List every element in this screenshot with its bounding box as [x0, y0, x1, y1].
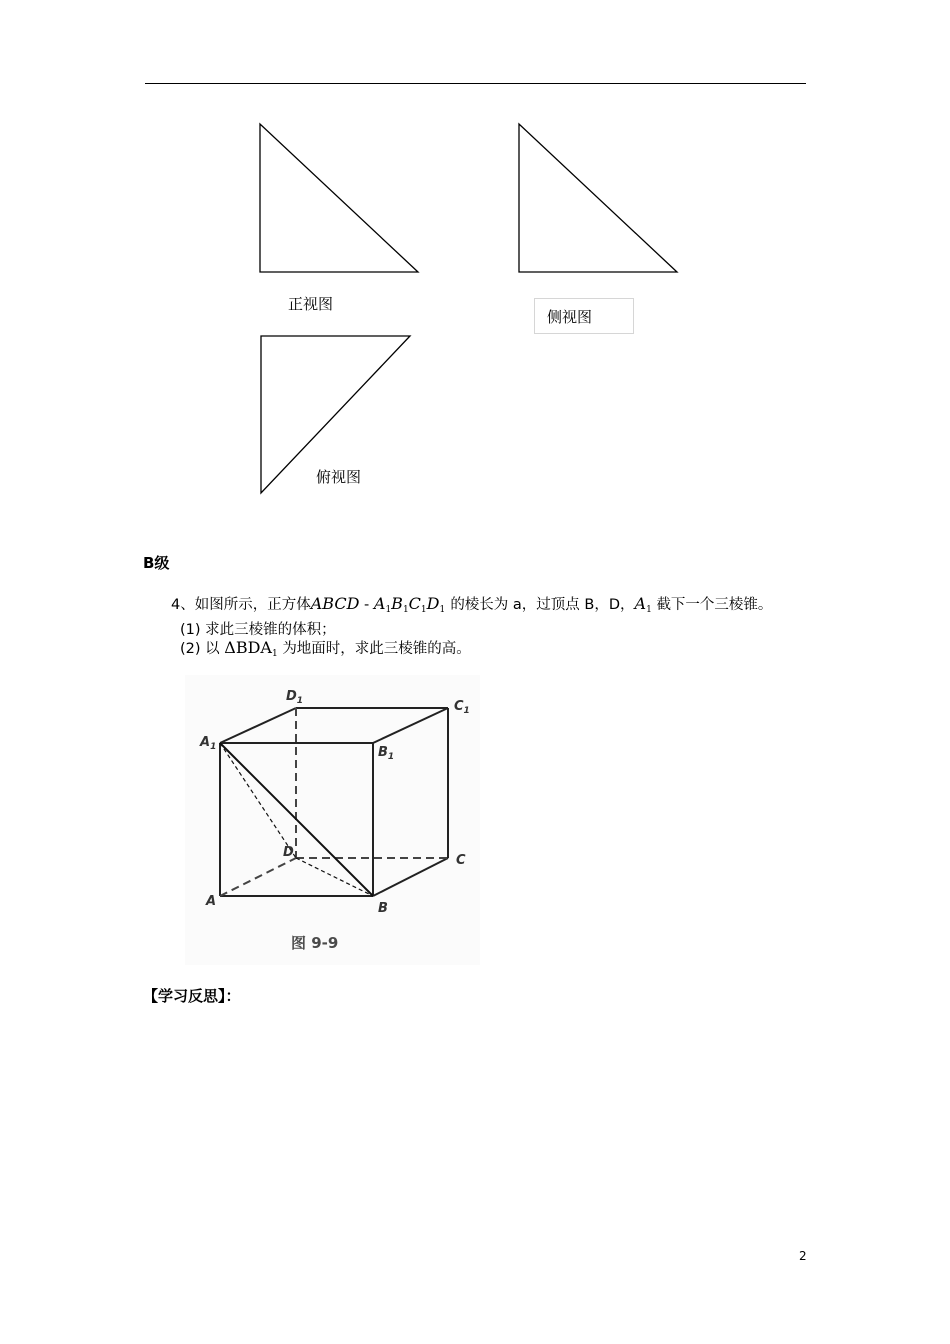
question-1: (1) 求此三棱锥的体积； [180, 622, 336, 638]
label-a1: $A_1$ [200, 735, 217, 752]
label-c1: $C_1$ [454, 699, 470, 716]
front-view-label: 正视图 [288, 295, 334, 313]
label-c: C [456, 853, 466, 868]
label-b1: $B_1$ [378, 745, 395, 762]
label-d: D [283, 845, 294, 860]
side-view-label: 侧视图 [547, 308, 593, 326]
problem-intro: 4、如图所示，正方体 [171, 597, 311, 613]
vertex-a1: $A_1$ [634, 594, 652, 615]
label-a: A [206, 894, 217, 909]
reflection-heading: 【学习反思】： [143, 987, 241, 1005]
cube-figure-background [185, 675, 480, 965]
q2-start: (2) 以 [180, 641, 220, 657]
q2-end: 为地面时，求此三棱锥的高。 [282, 641, 471, 657]
cube-name-abcd: ABCD [310, 594, 360, 613]
figure-caption: 图 9-9 [291, 934, 339, 952]
top-view-label: 俯视图 [316, 468, 362, 486]
q2-triangle: $\Delta BDA_1$ [224, 638, 278, 659]
page-number: 2 [799, 1249, 807, 1263]
label-d1: $D_1$ [286, 689, 304, 706]
cube-name-top: $A_1B_1C_1D_1$ [373, 594, 446, 615]
problem-end: 截下一个三棱锥。 [656, 597, 773, 613]
label-b: B [378, 901, 388, 916]
level-b-heading: B级 [143, 554, 170, 572]
problem-mid: 的棱长为 a，过顶点 B，D， [450, 597, 635, 613]
cube-name-dash: - [359, 597, 374, 613]
